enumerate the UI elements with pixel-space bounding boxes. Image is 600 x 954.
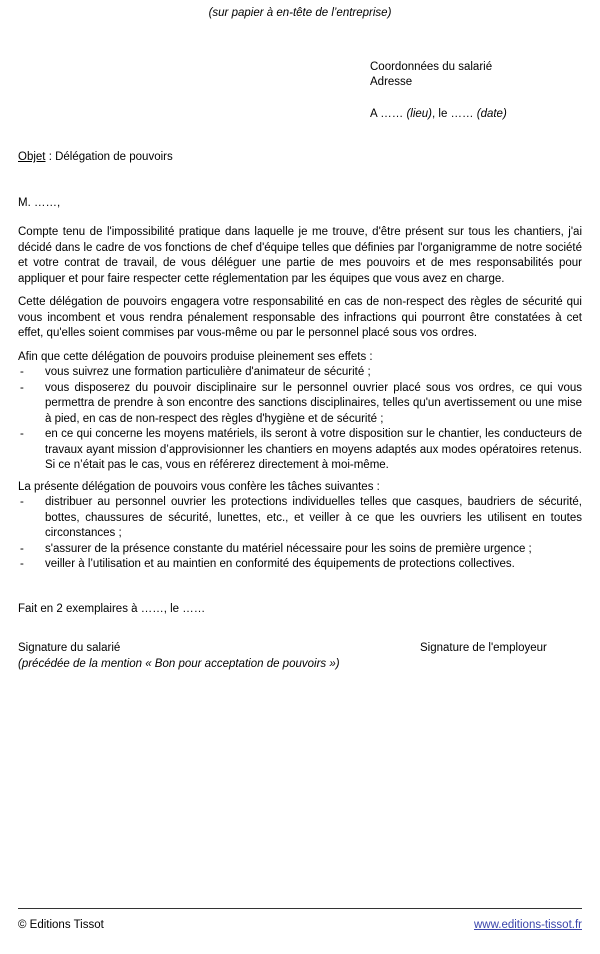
- dash-marker: -: [20, 542, 24, 555]
- date-line-date: (date): [476, 107, 507, 120]
- effects-item-2: vous disposerez du pouvoir disciplinaire sur le personnel ouvrier placé sous vos ordres, ce qui vous permettra de prendre à son encontre des sanctions disciplinaires, telles qu'un avertissement ou une mise à pied, en cas de non-respect des règles d'hygiène et de sécurité ;: [45, 381, 582, 425]
- dash-marker: -: [20, 366, 24, 378]
- footer-website-link[interactable]: www.editions-tissot.fr: [473, 918, 582, 931]
- effects-item-1: vous suivrez une formation particulière d'animateur de sécurité ;: [45, 366, 371, 378]
- page-footer: [18, 908, 582, 934]
- list-item: [18, 365, 582, 381]
- list-item: [18, 381, 582, 428]
- signature-employer-label: Signature de l'employeur: [420, 642, 547, 654]
- effects-item-3: en ce qui concerne les moyens matériels, ils seront à votre disposition sur le chantier, les conducteurs de travaux ayant mission d’approvisionner les chantiers en moyens adaptés aux modes opératoires retenus. Si ce n’était pas le cas, vous en référerez directement à moi-même.: [45, 428, 582, 471]
- dash-marker: -: [20, 428, 24, 440]
- tasks-list-intro: La présente délégation de pouvoirs vous confère les tâches suivantes :: [18, 480, 380, 493]
- subject-value: Délégation de pouvoirs: [55, 151, 173, 163]
- signature-employee-note: (précédée de la mention « Bon pour acceptation de pouvoirs »): [18, 657, 340, 670]
- effects-list-intro: Afin que cette délégation de pouvoirs produise pleinement ses effets :: [18, 350, 373, 363]
- tasks-item-3: veiller à l’utilisation et au maintien en conformité des équipements de protections collectives.: [45, 558, 515, 570]
- paragraph-responsibility: Cette délégation de pouvoirs engagera votre responsabilité en cas de non-respect des règles de sécurité qui vous incombent et vous rendra pénalement responsable des infractions qui pourront être constatées à cet effet, qu'elles soient commises par vous-même ou par le personnel placé sous vos ordres.: [18, 296, 582, 339]
- footer-copyright: © Editions Tissot: [18, 918, 104, 931]
- place-date-line: [370, 107, 582, 123]
- tasks-item-1: distribuer au personnel ouvrier les protections individuelles telles que casques, baudriers de sécurité, bottes, chaussures de sécurité, lunettes, etc., et veiller à ce que les ouvriers les utilisent en toutes circonstances ;: [45, 496, 582, 539]
- dash-marker: -: [20, 558, 24, 570]
- dash-marker: -: [20, 381, 24, 394]
- subject-line: [18, 150, 582, 166]
- signature-row: [18, 641, 582, 673]
- list-item: [18, 542, 582, 558]
- list-item: [18, 557, 582, 573]
- date-line-part2: , le ……: [432, 107, 477, 120]
- date-line-lieu: (lieu): [406, 107, 432, 120]
- date-line-part1: A ……: [370, 107, 407, 120]
- signature-employee-label: Signature du salarié: [18, 642, 121, 654]
- list-item: [18, 495, 582, 542]
- closing-line: Fait en 2 exemplaires à ……, le ……: [18, 602, 206, 615]
- recipient-address: Adresse: [370, 76, 413, 88]
- list-item: [18, 427, 582, 474]
- paragraph-context: Compte tenu de l'impossibilité pratique dans laquelle je me trouve, d'être présent sur tous les chantiers, j'ai décidé dans le cadre de vos fonctions de chef d'équipe telles que définies par l'organigramme de notre société et votre contrat de travail, de vous déléguer une partie de mes pouvoirs et de mes responsabilités pour appliquer et pour faire respecter cette réglementation par les équipes que vous avez en charge.: [18, 226, 582, 285]
- subject-label: Objet: [18, 151, 46, 163]
- subject-separator: :: [45, 151, 56, 163]
- recipient-name: Coordonnées du salarié: [370, 60, 493, 73]
- salutation: M. ……,: [18, 196, 61, 209]
- dash-marker: -: [20, 496, 24, 508]
- recipient-block: [370, 60, 582, 91]
- letterhead-note: (sur papier à en-tête de l’entreprise): [208, 7, 392, 19]
- tasks-item-2: s'assurer de la présence constante du matériel nécessaire pour les soins de première urgence ;: [45, 542, 532, 555]
